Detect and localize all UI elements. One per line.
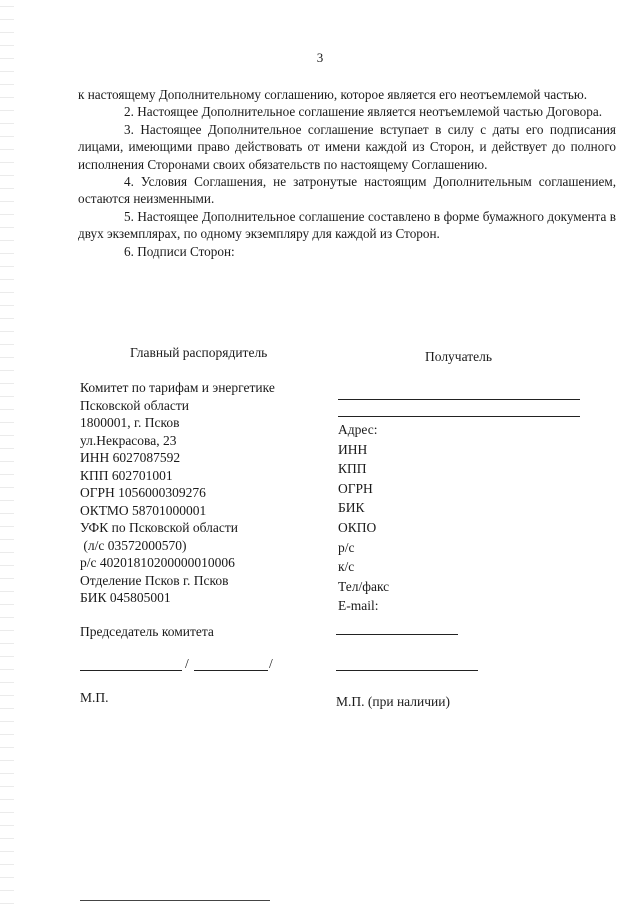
left-detail-line: р/с 40201810200000010006 — [80, 555, 235, 570]
right-signature-line — [336, 670, 478, 671]
right-detail-line: р/с — [338, 539, 355, 555]
right-party-heading: Получатель — [425, 349, 493, 364]
scan-edge-artifact — [0, 0, 14, 905]
paragraph-3: 3. Настоящее Дополнительное соглашение вступает в силу с даты его подписания лицами, имеющими право действовать от имени каждой из Сторон, и действует до полного исполнения Сторонами своих обязательств по настоящему Соглашению. — [78, 121, 616, 172]
right-detail-line: ОКПО — [338, 519, 377, 535]
paragraph-2: 2. Настоящее Дополнительное соглашение является неотъемлемой частью Договора. — [124, 104, 603, 120]
left-detail-line: Псковской области — [80, 397, 190, 413]
left-detail-line: ул.Некрасова, 23 — [80, 432, 177, 448]
left-detail-line: УФК по Псковской области — [80, 520, 238, 535]
left-detail-line: КПП 602701001 — [80, 467, 173, 483]
left-detail-line: Комитет по тарифам и энергетике — [80, 380, 275, 395]
right-detail-line: КПП — [338, 461, 367, 477]
right-detail-line: ОГРН — [338, 480, 373, 496]
right-detail-line: ИНН — [338, 441, 368, 457]
right-detail-line: БИК — [338, 500, 365, 516]
left-detail-line: БИК 045805001 — [80, 590, 171, 605]
signer-title: Председатель комитета — [80, 624, 214, 639]
left-signature-line — [80, 670, 182, 671]
paragraph-5: 5. Настоящее Дополнительное соглашение составлено в форме бумажного документа в двух экземплярах, по одному экземпляру для каждой из Сторон. — [78, 208, 616, 242]
left-detail-line: ИНН 6027087592 — [80, 450, 181, 465]
left-detail-line: (л/с 03572000570) — [80, 537, 187, 553]
right-detail-line: к/с — [338, 559, 355, 575]
right-party-details — [338, 420, 578, 616]
left-party-heading: Главный распорядитель — [130, 345, 268, 360]
right-detail-line: E-mail: — [338, 598, 379, 614]
paragraph-4: 4. Условия Соглашения, не затронутые настоящим Дополнительным соглашением, остаются неизменными. — [78, 174, 616, 207]
paragraph-continuation: к настоящему Дополнительному соглашению, которое является его неотъемлемой частью. — [78, 87, 588, 102]
signature-slash: / — [269, 656, 273, 671]
right-stamp-label: М.П. (при наличии) — [336, 694, 450, 709]
signatures-heading: 6. Подписи Сторон: — [124, 243, 235, 259]
left-detail-line: ОКТМО 58701000001 — [80, 502, 207, 518]
recipient-name-line-2 — [338, 416, 580, 417]
right-detail-line: Адрес: — [338, 422, 378, 437]
left-stamp-label: М.П. — [80, 690, 109, 705]
recipient-signer-line — [336, 634, 458, 635]
left-detail-line: ОГРН 1056000309276 — [80, 485, 206, 500]
page-number: 3 — [316, 50, 324, 65]
right-detail-line: Тел/факс — [338, 578, 390, 594]
left-detail-line: Отделение Псков г. Псков — [80, 572, 229, 588]
agreement-body — [78, 86, 616, 260]
left-name-line — [194, 670, 268, 671]
bottom-edge-line — [80, 900, 270, 901]
left-detail-line: 1800001, г. Псков — [80, 415, 180, 430]
recipient-name-line-1 — [338, 399, 580, 400]
left-party-details — [80, 379, 320, 607]
signature-slash: / — [185, 656, 189, 671]
